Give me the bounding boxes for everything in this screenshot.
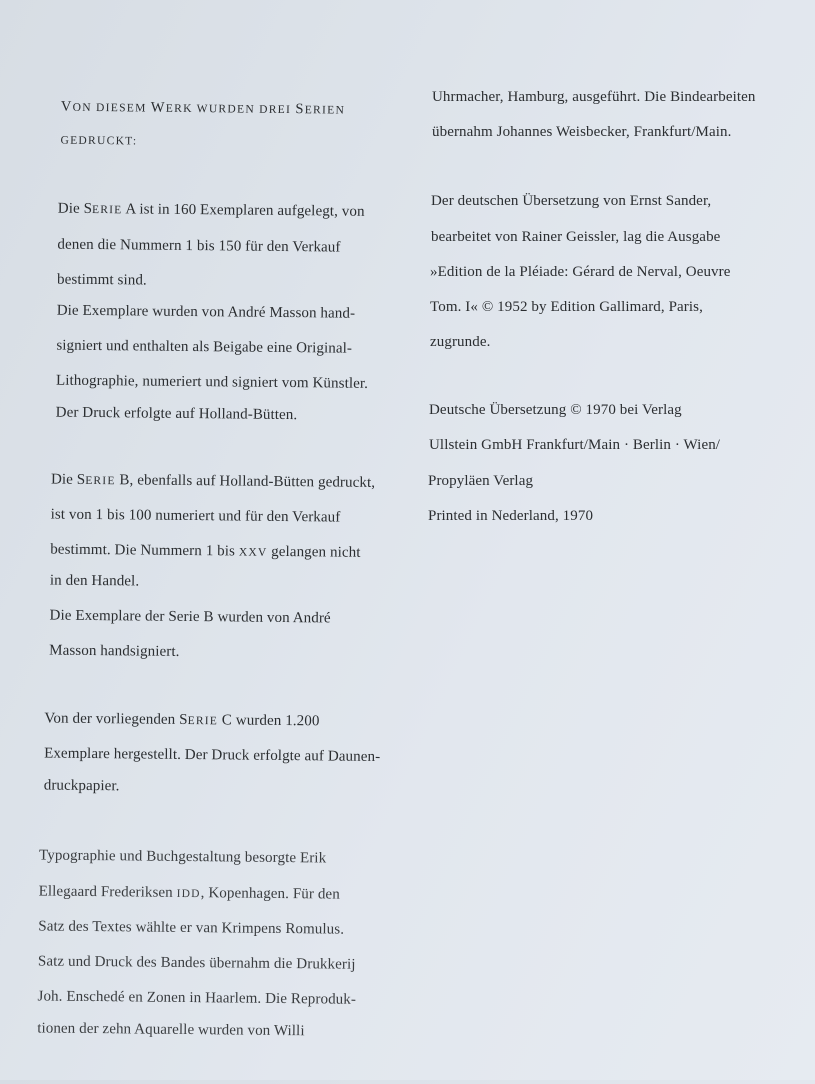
typography-line-5: Joh. Enschedé en Zonen in Haarlem. Die Reproduk- bbox=[37, 988, 357, 1008]
serie-a-line-4: Die Exemplare wurden von André Masson hand- bbox=[56, 302, 356, 322]
typography-line-3: Satz des Textes wählte er van Krimpens Romulus. bbox=[38, 918, 345, 938]
serie-c-line-1: Von der vorliegenden SERIE C wurden 1.200 bbox=[44, 710, 320, 730]
serie-a-line-7: Der Druck erfolgte auf Holland-Bütten. bbox=[55, 404, 298, 424]
typography-line-2: Ellegaard Frederiksen IDD, Kopenhagen. Für den bbox=[38, 883, 340, 903]
serie-a-line-2: denen die Nummern 1 bis 150 für den Verkauf bbox=[57, 236, 341, 256]
typography-line-4: Satz und Druck des Bandes übernahm die Drukkerij bbox=[37, 953, 356, 973]
printed-in-line: Printed in Nederland, 1970 bbox=[428, 508, 594, 524]
serie-a-line-5: signiert und enthalten als Beigabe eine Original- bbox=[56, 337, 353, 357]
serie-b-line-2: ist von 1 bis 100 numeriert und für den Verkauf bbox=[50, 506, 341, 526]
serie-c-line-2: Exemplare hergestellt. Der Druck erfolgte auf Daunen- bbox=[44, 745, 381, 766]
serie-a-line-1: Die SERIE A ist in 160 Exemplaren aufgelegt, von bbox=[57, 200, 365, 220]
translation-line-2: bearbeitet von Rainer Geissler, lag die Ausgabe bbox=[431, 229, 721, 245]
typography-line-6: tionen der zehn Aquarelle wurden von Willi bbox=[37, 1020, 305, 1040]
serie-b-line-5: Die Exemplare der Serie B wurden von André bbox=[49, 607, 331, 627]
copyright-line-2: Ullstein GmbH Frankfurt/Main · Berlin · Wien/ bbox=[429, 437, 721, 453]
serie-b-line-1: Die SERIE B, ebenfalls auf Holland-Bütten gedruckt, bbox=[50, 471, 376, 491]
translation-line-5: zugrunde. bbox=[430, 334, 491, 350]
typography-line-1: Typographie und Buchgestaltung besorgte Erik bbox=[38, 847, 327, 867]
heading-line-1: VON DIESEM WERK WURDEN DREI SERIEN bbox=[60, 98, 346, 118]
copyright-line-1: Deutsche Übersetzung © 1970 bei Verlag bbox=[429, 402, 682, 418]
binding-line-1: Uhrmacher, Hamburg, ausgeführt. Die Bindearbeiten bbox=[432, 89, 756, 105]
serie-c-line-3: druckpapier. bbox=[43, 777, 120, 795]
serie-a-line-3: bestimmt sind. bbox=[56, 271, 147, 289]
serie-a-line-6: Lithographie, numeriert und signiert vom Künstler. bbox=[55, 372, 369, 392]
copyright-line-3: Propyläen Verlag bbox=[428, 473, 534, 489]
binding-line-2: übernahm Johannes Weisbecker, Frankfurt/Main. bbox=[432, 124, 732, 140]
heading-line-2: GEDRUCKT: bbox=[60, 134, 138, 148]
translation-line-4: Tom. I« © 1952 by Edition Gallimard, Paris, bbox=[430, 299, 703, 315]
serie-b-line-4: in den Handel. bbox=[49, 572, 140, 590]
translation-line-3: »Edition de la Pléiade: Gérard de Nerval, Oeuvre bbox=[430, 264, 731, 280]
serie-b-line-3: bestimmt. Die Nummern 1 bis XXV gelangen nicht bbox=[50, 541, 361, 561]
serie-b-line-6: Masson handsigniert. bbox=[49, 642, 180, 660]
translation-line-1: Der deutschen Übersetzung von Ernst Sander, bbox=[431, 193, 712, 209]
